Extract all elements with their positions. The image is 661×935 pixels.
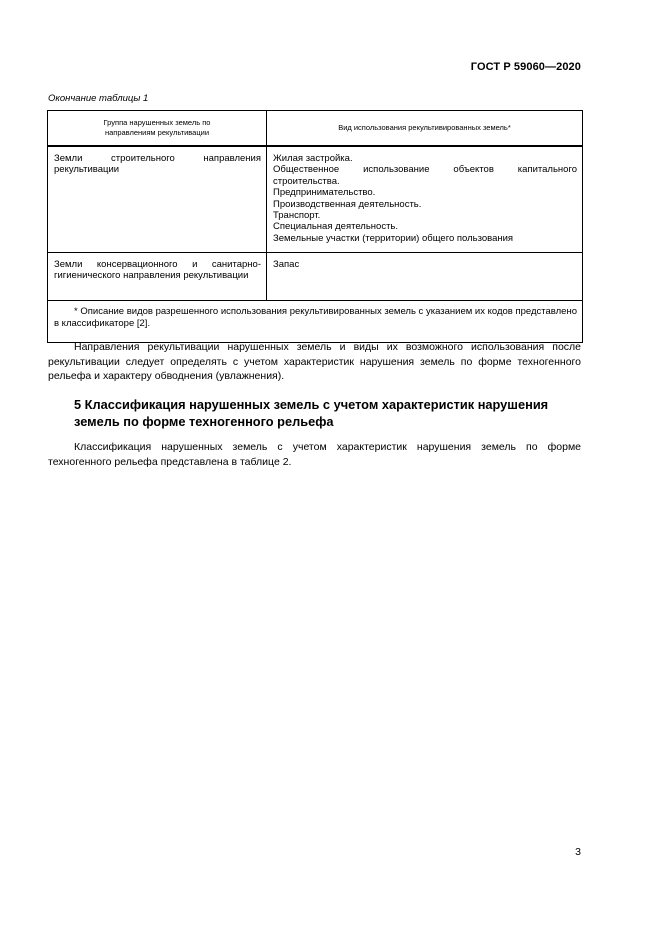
table-header-row xyxy=(48,111,583,147)
page-number: 3 xyxy=(575,846,581,858)
header-group-text: Группа нарушенных земель по направлениям рекультивации xyxy=(103,118,211,137)
paragraph-text: Классификация нарушенных земель с учетом характеристик нарушения земель по форме техногенного рельефа представлена в таблице 2. xyxy=(48,441,581,468)
use-item: Запас xyxy=(273,259,300,270)
paragraph xyxy=(48,440,581,469)
table-footnote-row xyxy=(48,301,583,343)
header-use xyxy=(267,111,583,147)
use-item: Земельные участки (территории) общего пользования xyxy=(273,232,514,244)
header-group xyxy=(48,111,267,147)
row-group-cell: Земли консервационного и санитарно-гигиенического направления рекультивации xyxy=(48,253,267,301)
table-caption: Окончание таблицы 1 xyxy=(48,93,149,104)
row-group-cell: Земли строительного направления рекультивации xyxy=(48,146,267,253)
paragraph-text: Направления рекультивации нарушенных земель и виды их возможного использования после рекультивации следует определять с учетом характеристик нарушения земель по форме техногенного рельефа и характеру обводнения (увлажнения). xyxy=(48,341,581,383)
classification-table xyxy=(47,110,583,343)
use-item: Жилая застройка. xyxy=(273,153,353,164)
footnote-text: * Описание видов разрешенного использования рекультивированных земель с указанием их кодов представлено в классификаторе [2]. xyxy=(54,306,577,329)
document-code: ГОСТ Р 59060—2020 xyxy=(470,61,581,73)
table-row xyxy=(48,146,583,253)
row-uses-cell xyxy=(267,146,583,253)
use-item: Специальная деятельность. xyxy=(273,221,399,233)
use-item: Транспорт. xyxy=(273,210,321,222)
paragraph xyxy=(48,340,581,384)
table-footnote xyxy=(48,301,583,343)
use-item: Предпринимательство. xyxy=(273,187,376,199)
header-use-text: Вид использования рекультивированных земель* xyxy=(338,123,511,132)
row-uses-cell xyxy=(267,253,583,301)
use-item: Производственная деятельность. xyxy=(273,198,422,210)
table-row xyxy=(48,253,583,301)
section-heading: 5 Классификация нарушенных земель с учетом характеристик нарушения земель по форме техногенного рельефа xyxy=(74,397,549,429)
use-item: Общественное использование объектов капитального строительства. xyxy=(273,164,577,187)
